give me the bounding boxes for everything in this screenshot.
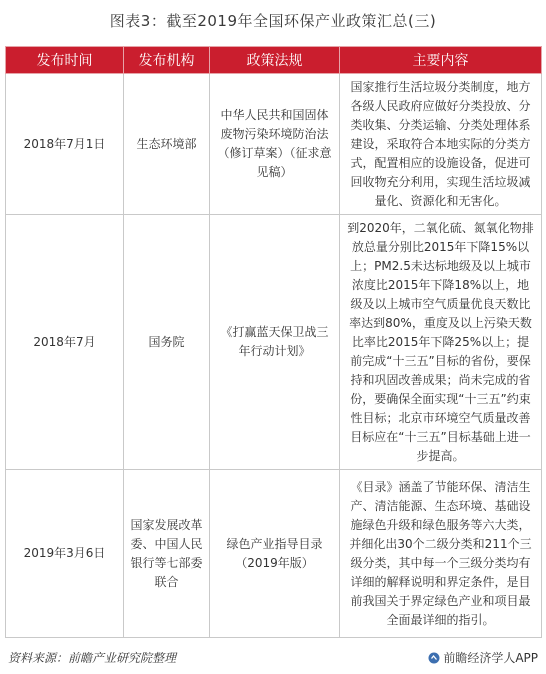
cell-policy: 绿色产业指导目录（2019年版） (210, 470, 340, 638)
cell-date: 2019年3月6日 (6, 470, 124, 638)
table-row (6, 470, 542, 638)
cell-content: 《目录》涵盖了节能环保、清洁生产、清洁能源、生态环境、基础设施绿色升级和绿色服务等六大类，并细化出30个二级分类和211个三级分类，其中每一个三级分类均有详细的解释说明和界定条件，是目前我国关于界定绿色产业和项目最全面最详细的指引。 (340, 470, 542, 638)
cell-date: 2018年7月1日 (6, 74, 124, 215)
source-note: 资料来源：前瞻产业研究院整理 (8, 651, 177, 665)
cell-content: 国家推行生活垃圾分类制度，地方各级人民政府应做好分类投放、分类收集、分类运输、分类处理体系建设，采取符合本地实际的分类方式，配置相应的设施设备，促进可回收物充分利用，实现生活垃圾减量化、资源化和无害化。 (340, 74, 542, 215)
table-row (6, 74, 542, 215)
cell-content: 到2020年，二氧化硫、氮氧化物排放总量分别比2015年下降15%以上；PM2.5未达标地级及以上城市浓度比2015年下降18%以上，地级及以上城市空气质量优良天数比率达到80%，重度及以上污染天数比率比2015年下降25%以上；提前完成“十三五”目标的省份，要保持和巩固改善成果；尚未完成的省份，要确保全面实现“十三五”约束性目标；北京市环境空气质量改善目标应在“十三五”目标基础上进一步提高。 (340, 215, 542, 470)
header-date: 发布时间 (6, 47, 124, 74)
cell-date: 2018年7月 (6, 215, 124, 470)
cell-org: 生态环境部 (124, 74, 210, 215)
header-policy: 政策法规 (210, 47, 340, 74)
cell-org: 国家发展改革委、中国人民银行等七部委联合 (124, 470, 210, 638)
footer (0, 646, 546, 668)
cell-policy: 《打赢蓝天保卫战三年行动计划》 (210, 215, 340, 470)
brand-label: 前瞻经济学人APP (443, 651, 538, 665)
table-row (6, 215, 542, 470)
policy-table (5, 46, 542, 638)
cell-policy: 中华人民共和国固体废物污染环境防治法（修订草案）（征求意见稿） (210, 74, 340, 215)
brand (428, 649, 538, 666)
brand-logo-icon (428, 652, 440, 664)
header-org: 发布机构 (124, 47, 210, 74)
header-content: 主要内容 (340, 47, 542, 74)
cell-org: 国务院 (124, 215, 210, 470)
table-header-row (6, 47, 542, 74)
page-title: 图表3：截至2019年全国环保产业政策汇总(三) (109, 12, 437, 30)
